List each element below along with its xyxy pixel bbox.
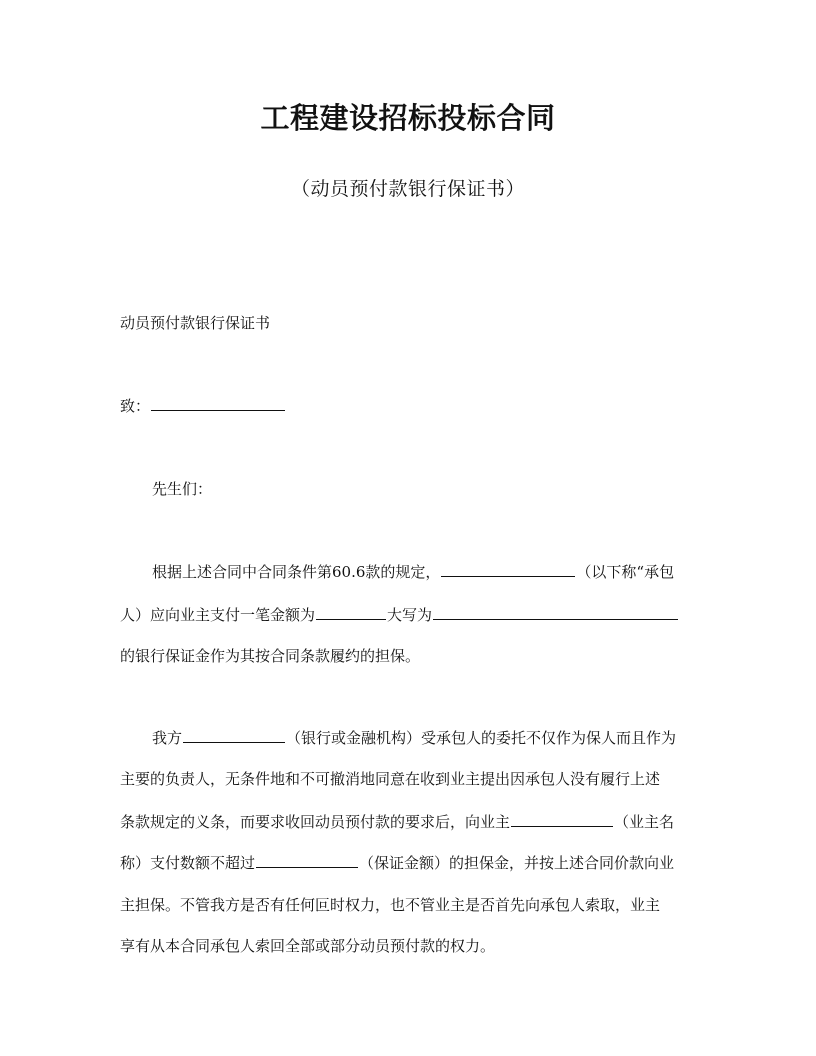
para1-line1: [152, 561, 696, 582]
para2-text-d: （业主名: [614, 813, 675, 831]
para2-text-e: 称）支付数额不超过: [120, 854, 256, 872]
para1-text-b: （以下称“承包: [576, 563, 675, 581]
addressee-line: [120, 395, 696, 416]
section-heading: 动员预付款银行保证书: [120, 314, 271, 332]
to-label: 致：: [120, 397, 151, 415]
para1-line3: 的银行保证金作为其按合同条款履约的担保。: [120, 647, 421, 665]
document-title: 工程建设招标投标合同: [260, 101, 556, 135]
para2-line5: 主担保。不管我方是否有任何叵时权力，也不管业主是否首先向承包人索取，业主: [120, 896, 661, 914]
para2-line6: 享有从本合同承包人索回全部或部分动员预付款的权力。: [120, 937, 496, 955]
document-subtitle: （动员预付款银行保证书）: [290, 178, 525, 200]
para1-line2: [120, 604, 696, 625]
amount-blank[interactable]: [316, 618, 386, 620]
bank-blank[interactable]: [183, 741, 285, 743]
addressee-blank[interactable]: [151, 409, 285, 411]
para2-text-c: 条款规定的义条，而要求收回动员预付款的要求后，向业主: [120, 813, 511, 831]
amount-words-blank[interactable]: [433, 618, 678, 620]
para2-line2: 主要的负责人，无条件地和不可撤消地同意在收到业主提出因承包人没有履行上述: [120, 770, 661, 788]
employer-name-blank[interactable]: [511, 825, 613, 827]
para2-line4: [120, 852, 696, 873]
para1-text-c: 人）应向业主支付一笔金额为: [120, 606, 316, 624]
para1-text-a: 根据上述合同中合同条件第60.6款的规定，: [152, 563, 441, 581]
para2-text-b: （银行或金融机构）受承包人的委托不仅作为保人而且作为: [286, 729, 677, 747]
para2-text-a: 我方: [152, 729, 183, 747]
contractor-blank[interactable]: [441, 575, 575, 577]
guarantee-amount-blank[interactable]: [256, 866, 358, 868]
para2-line3: [120, 811, 696, 832]
para2-line1: [152, 727, 696, 748]
para1-text-d: 大写为: [387, 606, 433, 624]
salutation: 先生们：: [152, 480, 213, 498]
para2-text-f: （保证金额）的担保金，并按上述合同价款向业: [359, 854, 675, 872]
